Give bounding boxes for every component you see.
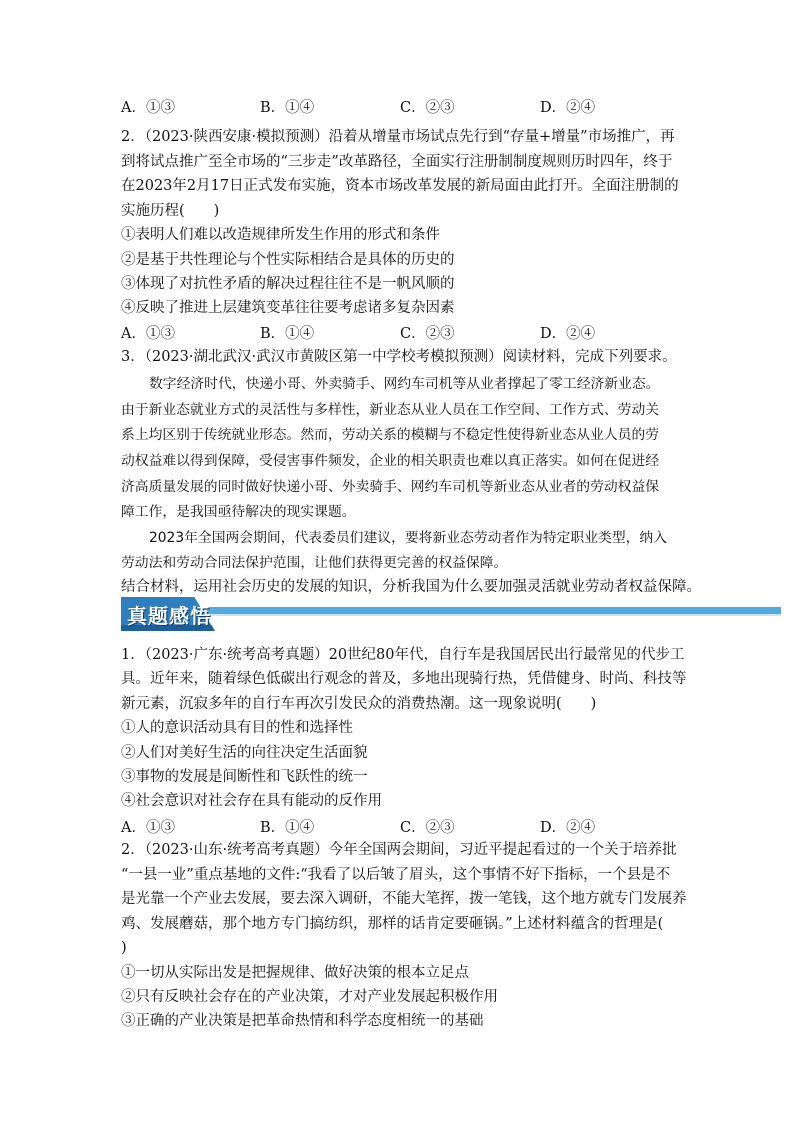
section-title: 真题感悟 [127,604,211,628]
question-text: 具。近年来，随着绿色低碳出行观念的普及，多地出现骑行热，凭借健身、时尚、科技等 [121,671,687,687]
option-b: B．①④ [260,820,315,836]
question-text: 在2023年2月17日正式发布实施，资本市场改革发展的新局面由此打开。全面注册制的 [121,178,679,194]
option-a: A．①③ [121,820,175,836]
statement: ③正确的产业决策是把革命热情和科学态度相统一的基础 [121,1013,484,1029]
option-c: C．②③ [400,820,455,836]
material-text: 动权益难以得到保障，受侵害事件频发，企业的相关职责也难以真正落实。如何在促进经 [121,453,660,469]
material-text: 障工作，是我国亟待解决的现实课题。 [121,504,356,520]
option-d: D．②④ [540,326,596,342]
option-d: D．②④ [540,820,596,836]
statement: ①表明人们难以改造规律所发生作用的形式和条件 [121,227,440,243]
question-text: 鸡、发展蘑菇，那个地方专门搞纺织，那样的话肯定要砸锅。”上述材料蕴含的哲理是( [121,916,664,932]
question-text: “一县一业”重点基地的文件:“我看了以后皱了眉头，这个事情不好下指标，一个县是不 [121,867,671,883]
material-text: 2023年全国两会期间，代表委员们建议，要将新业态劳动者作为特定职业类型，纳入 [149,530,668,546]
option-c: C．②③ [400,100,455,116]
statement: ①人的意识活动具有目的性和选择性 [121,720,353,736]
option-a: A．①③ [121,326,175,342]
material-text: 劳动法和劳动合同法保护范围，让他们获得更完善的权益保障。 [121,555,508,571]
statement: ③事物的发展是间断性和飞跃性的统一 [121,769,368,785]
banner-stripe-light [181,614,781,616]
question-text: 3．（2023·湖北武汉·武汉市黄陂区第一中学校考模拟预测）阅读材料，完成下列要求。 [121,349,677,365]
question-text: 1．（2023·广东·统考高考真题）20世纪80年代，自行车是我国居民出行最常见的代步工 [121,647,685,663]
question-text: ) [121,940,127,956]
statement: ③体现了对抗性矛盾的解决过程往往不是一帆风顺的 [121,276,455,292]
statement: ④社会意识对社会存在具有能动的反作用 [121,793,382,809]
statement: ②只有反映社会存在的产业决策，才对产业发展起积极作用 [121,989,498,1005]
option-c: C．②③ [400,326,455,342]
material-text: 济高质量发展的同时做好快递小哥、外卖骑手、网约车司机等新业态从业者的劳动权益保 [121,479,660,495]
question-text: 实施历程( ) [121,203,220,219]
section-banner [121,597,781,635]
question-text: 2．（2023·山东·统考高考真题）今年全国两会期间，习近平提起看过的一个关于培养批 [121,842,677,858]
statement: ①一切从实际出发是把握规律、做好决策的根本立足点 [121,965,469,981]
option-b: B．①④ [260,100,315,116]
question-text: 2．（2023·陕西安康·模拟预测）沿着从增量市场试点先行到“存量+增量”市场推广，再 [121,129,675,145]
option-b: B．①④ [260,326,315,342]
material-text: 数字经济时代，快递小哥、外卖骑手、网约车司机等从业者撑起了零工经济新业态。 [149,376,660,392]
answer-options [121,816,681,836]
material-text: 由于新业态就业方式的灵活性与多样性，新业态从业人员在工作空间、工作方式、劳动关 [121,402,660,418]
answer-options [121,322,681,342]
option-d: D．②④ [540,100,596,116]
banner-stripe [181,607,781,614]
task-text: 结合材料，运用社会历史的发展的知识，分析我国为什么要加强灵活就业劳动者权益保障。 [121,579,701,595]
material-text: 系上均区别于传统就业形态。然而，劳动关系的模糊与不稳定性使得新业态从业人员的劳 [121,427,660,443]
statement: ②人们对美好生活的向往决定生活面貌 [121,745,368,761]
answer-options [121,96,681,116]
statement: ②是基于共性理论与个性实际相结合是具体的历史的 [121,252,455,268]
question-text: 新元素，沉寂多年的自行车再次引发民众的消费热潮。这一现象说明( ) [121,696,597,712]
option-a: A．①③ [121,100,175,116]
statement: ④反映了推进上层建筑变革往往要考虑诸多复杂因素 [121,300,455,316]
question-text: 到将试点推广至全市场的“三步走”改革路径，全面实行注册制制度规则历时四年，终于 [121,154,673,170]
question-text: 是光靠一个产业去发展，要去深入调研，不能大笔挥，拨一笔钱，这个地方就专门发展养 [121,891,687,907]
